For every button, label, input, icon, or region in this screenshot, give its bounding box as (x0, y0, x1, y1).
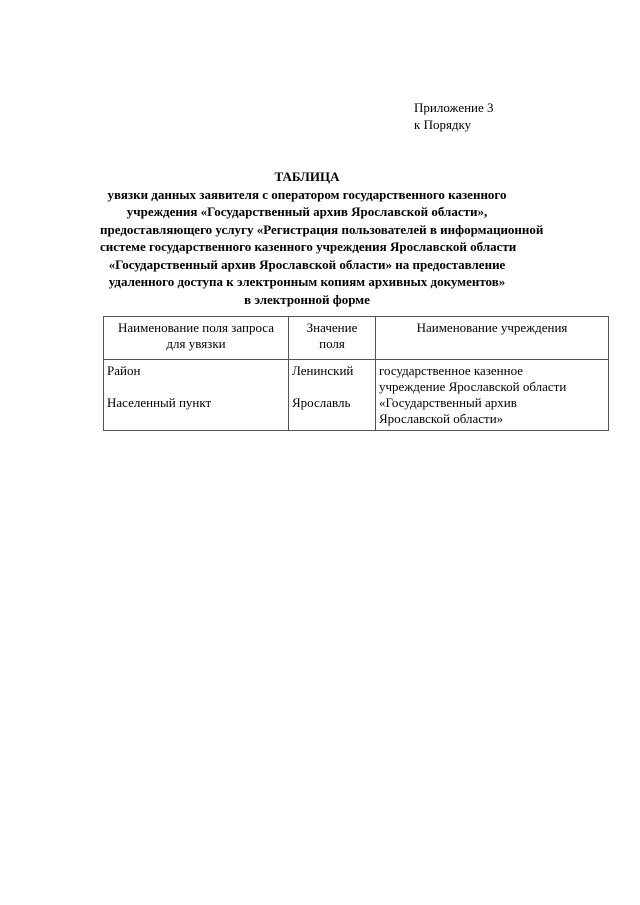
header-institution-label: Наименование учреждения (416, 320, 568, 335)
field-value-cell (289, 360, 376, 431)
institution-line: «Государственный архив (379, 395, 517, 410)
table-header-row (104, 317, 609, 360)
title-line: «Государственный архив Ярославской области» на предоставление (108, 256, 506, 272)
header-field-name-line2: для увязки (166, 336, 226, 351)
title-line: учреждения «Государственный архив Ярославской области», (126, 204, 488, 219)
header-institution (376, 317, 609, 360)
institution-cell (376, 360, 609, 431)
header-field-name-line1: Наименование поля запроса (118, 320, 274, 335)
appendix-number: Приложение 3 (414, 100, 494, 115)
institution-line: государственное казенное (379, 363, 524, 378)
title-heading: ТАБЛИЦА (274, 169, 340, 184)
appendix-reference (414, 99, 494, 133)
title-line: увязки данных заявителя с оператором государственного казенного (107, 186, 507, 202)
field-name-cell (104, 360, 289, 431)
title-line: в электронной форме (244, 291, 370, 307)
header-field-value-line1: Значение (306, 320, 358, 335)
title-line: удаленного доступа к электронным копиям архивных документов» (108, 274, 506, 289)
header-field-value (289, 317, 376, 360)
field-value-district: Ленинский (292, 363, 354, 378)
table-row (104, 360, 609, 431)
data-linkage-table (103, 316, 609, 431)
appendix-order-ref: к Порядку (414, 117, 472, 132)
institution-line: учреждение Ярославской области (379, 379, 567, 394)
header-field-value-line2: поля (319, 336, 345, 351)
header-field-name (104, 317, 289, 360)
institution-line: Ярославской области» (379, 411, 504, 426)
document-title (100, 168, 544, 308)
field-name-locality: Населенный пункт (107, 395, 212, 410)
title-line: предоставляющего услугу «Регистрация пользователей в информационной (100, 221, 544, 237)
title-line: системе государственного казенного учреждения Ярославской области (100, 239, 517, 254)
field-name-district: Район (107, 363, 141, 378)
field-value-locality: Ярославль (292, 395, 351, 410)
